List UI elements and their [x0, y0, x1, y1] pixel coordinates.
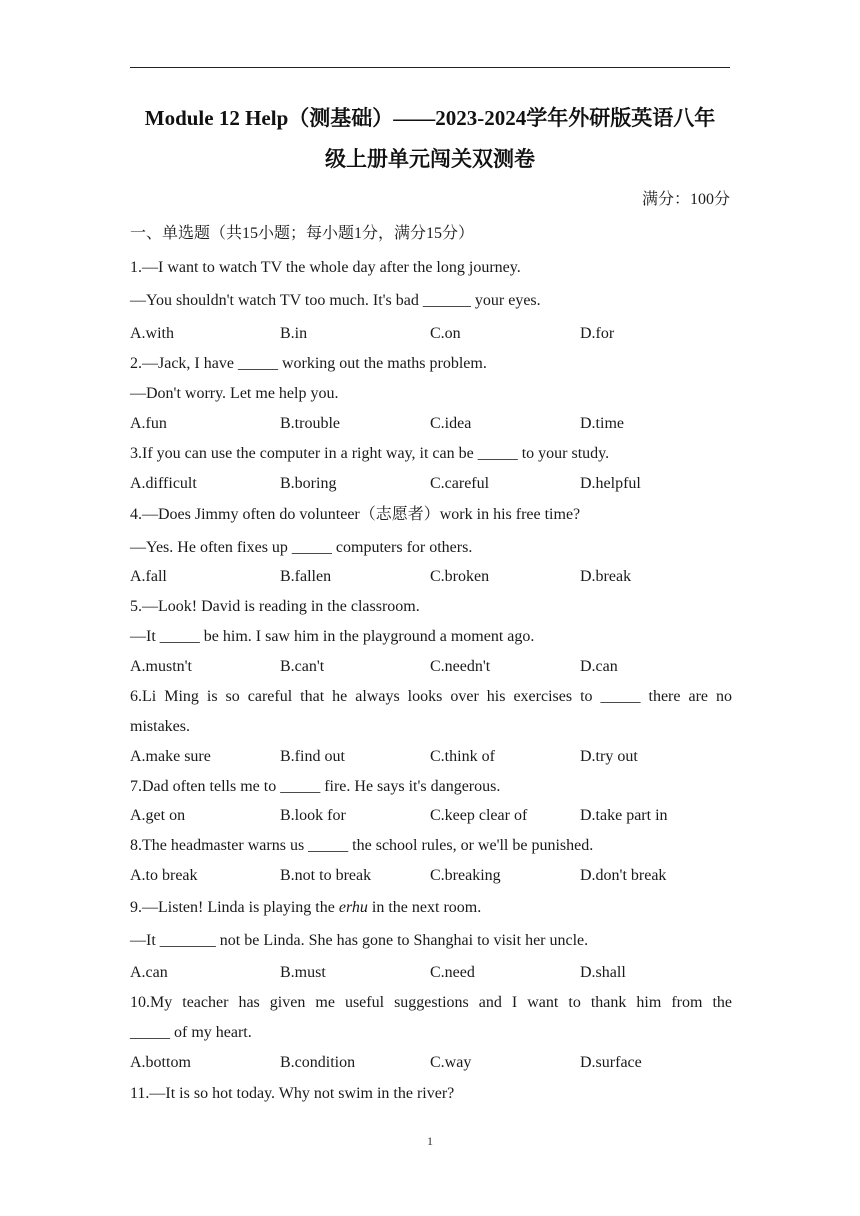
- option-b: B.look for: [280, 807, 346, 824]
- option-b: B.find out: [280, 748, 345, 765]
- question-3-stem: 3.If you can use the computer in a right way, it can be _____ to your study.: [130, 445, 610, 462]
- question-7-options: [130, 806, 730, 826]
- question-11-stem: 11.—It is so hot today. Why not swim in the river?: [130, 1085, 455, 1102]
- question-5-options: [130, 657, 730, 677]
- question-6-stem: 6.Li Ming is so careful that he always looks over his exercises to _____ there are no: [130, 688, 732, 705]
- option-a: A.with: [130, 325, 174, 342]
- option-a: A.mustn't: [130, 658, 192, 675]
- question-9-response: —It _______ not be Linda. She has gone to Shanghai to visit her uncle.: [130, 932, 589, 949]
- question-4-response: —Yes. He often fixes up _____ computers for others.: [130, 539, 473, 556]
- option-a: A.to break: [130, 867, 198, 884]
- option-a: A.make sure: [130, 748, 211, 765]
- option-c: C.way: [430, 1054, 472, 1071]
- option-b: B.can't: [280, 658, 325, 675]
- question-9-stem: 9.—Listen! Linda is playing the erhu in the next room.: [130, 899, 482, 916]
- option-d: D.take part in: [580, 807, 668, 824]
- option-c: C.breaking: [430, 867, 501, 884]
- question-6-stem-cont: mistakes.: [130, 718, 190, 735]
- question-8-options: [130, 866, 730, 886]
- section-heading: 一、单选题（共15小题；每小题1分，满分15分）: [130, 225, 475, 242]
- question-10-stem: 10.My teacher has given me useful suggestions and I want to thank him from the: [130, 994, 732, 1011]
- option-c: C.think of: [430, 748, 495, 765]
- italic-word: erhu: [338, 899, 368, 916]
- option-d: D.surface: [580, 1054, 642, 1071]
- option-d: D.don't break: [580, 867, 667, 884]
- option-d: D.try out: [580, 748, 638, 765]
- option-b: B.not to break: [280, 867, 372, 884]
- doc-title-line-2: 级上册单元闯关双测卷: [325, 147, 535, 171]
- question-1-stem: 1.—I want to watch TV the whole day after the long journey.: [130, 259, 521, 276]
- option-c: C.needn't: [430, 658, 491, 675]
- page-number: 1: [427, 1134, 433, 1148]
- option-a: A.get on: [130, 807, 186, 824]
- option-b: B.trouble: [280, 415, 340, 432]
- option-a: A.can: [130, 964, 168, 981]
- option-c: C.on: [430, 325, 461, 342]
- question-5-stem: 5.—Look! David is reading in the classroom.: [130, 598, 420, 615]
- option-a: A.difficult: [130, 475, 197, 492]
- option-c: C.broken: [430, 568, 490, 585]
- question-4-stem: 4.—Does Jimmy often do volunteer（志愿者）work in his free time?: [130, 506, 581, 523]
- option-d: D.shall: [580, 964, 626, 981]
- option-d: D.helpful: [580, 475, 641, 492]
- question-1-response: —You shouldn't watch TV too much. It's bad ______ your eyes.: [130, 292, 541, 309]
- option-b: B.condition: [280, 1054, 356, 1071]
- option-b: B.fallen: [280, 568, 332, 585]
- question-4-options: [130, 567, 730, 587]
- question-7-stem: 7.Dad often tells me to _____ fire. He says it's dangerous.: [130, 778, 501, 795]
- header-rule: [130, 67, 730, 68]
- option-b: B.boring: [280, 475, 337, 492]
- option-a: A.fall: [130, 568, 167, 585]
- question-1-options: [130, 324, 730, 344]
- option-c: C.need: [430, 964, 475, 981]
- question-10-stem-cont: _____ of my heart.: [130, 1024, 252, 1041]
- question-5-response: —It _____ be him. I saw him in the playground a moment ago.: [130, 628, 535, 645]
- question-2-response: —Don't worry. Let me help you.: [130, 385, 339, 402]
- question-8-stem: 8.The headmaster warns us _____ the school rules, or we'll be punished.: [130, 837, 594, 854]
- option-c: C.careful: [430, 475, 490, 492]
- option-d: D.for: [580, 325, 615, 342]
- question-2-stem: 2.—Jack, I have _____ working out the maths problem.: [130, 355, 487, 372]
- doc-title-line-1: Module 12 Help（测基础）——2023-2024学年外研版英语八年: [144, 106, 716, 130]
- question-2-options: [130, 414, 730, 434]
- question-9-options: [130, 963, 730, 983]
- question-3-options: [130, 474, 730, 494]
- question-10-options: [130, 1053, 730, 1073]
- option-c: C.keep clear of: [430, 807, 528, 824]
- option-d: D.time: [580, 415, 624, 432]
- option-a: A.fun: [130, 415, 167, 432]
- question-6-options: [130, 747, 730, 767]
- full-score: 满分：100分: [641, 191, 730, 208]
- option-b: B.in: [280, 325, 308, 342]
- option-d: D.can: [580, 658, 618, 675]
- option-a: A.bottom: [130, 1054, 191, 1071]
- option-c: C.idea: [430, 415, 472, 432]
- option-d: D.break: [580, 568, 632, 585]
- option-b: B.must: [280, 964, 326, 981]
